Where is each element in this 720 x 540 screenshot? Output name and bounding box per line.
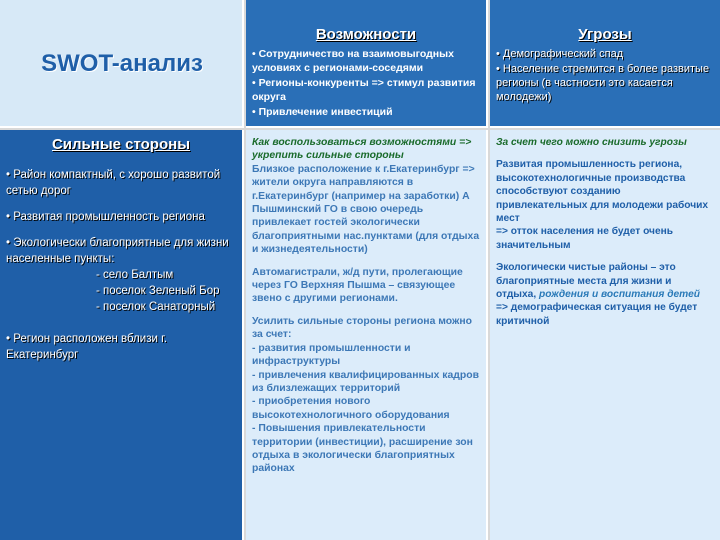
swot-title: SWOT-анализ [41,50,203,77]
threats-cell [490,0,720,128]
so-list-item: - развития промышленности и инфраструктуры [252,342,411,368]
opportunities-header: Возможности [315,26,417,43]
strengths-cell [0,130,244,540]
strengths-body [0,153,242,363]
st-paragraph: Развитая промышленность региона, высокотехнологичные производства способствуют созданию привлекательных для молодежи рабочих мест [496,159,709,225]
so-cell [246,130,488,540]
threats-list [490,47,720,104]
strength-item: • Район компактный, с хорошо развитой сетью дорог [6,167,236,199]
opportunities-list [246,47,486,119]
so-paragraph: Усилить сильные стороны региона можно за счет: [252,315,472,341]
opportunities-cell [246,0,488,128]
strength-group [6,235,236,315]
strength-item: • Экологически благоприятные для жизни населенные пункты: [6,237,229,265]
so-list-item: - приобретения нового высокотехнологичного оборудования [252,396,450,421]
st-text [490,130,720,328]
list-item: • Население стремится в более развитые регионы (в частности это касается молодежи) [496,62,714,104]
so-strategy-heading: Как воспользоваться возможностями => укрепить сильные стороны [252,137,472,162]
strength-item: • Развитая промышленность региона [6,209,236,225]
st-paragraph: => отток населения не будет очень значительным [496,226,674,251]
st-strategy-heading: За счет чего можно снизить угрозы [496,137,687,148]
so-text [246,130,486,476]
strength-subitem: - село Балтым [96,269,174,281]
st-cell [490,130,720,540]
st-paragraph [496,261,714,301]
title-cell [0,0,244,128]
list-item: • Привлечение инвестиций [252,105,480,119]
so-list-item: - Повышения привлекательности территории (инвестиции), расширение зон отдыха в экологически благоприятных районах [252,423,473,475]
so-paragraph: Близкое расположение к г.Екатеринбург => жители округа направляются в г.Екатеринбург (например на заработки) А Пышминский ГО в свою очередь привлекает гостей экологически благоприятными нас.пунктами (для отдыха и жизнедеятельности) [252,163,480,256]
st-highlight: рождения и воспитания детей [539,289,700,301]
so-paragraph: Автомагистрали, ж/д пути, пролегающие через ГО Верхняя Пышма – связующее звено с другими регионами. [252,266,463,305]
strengths-header: Сильные стороны [51,136,191,153]
list-item: • Демографический спад [496,47,714,61]
threats-header: Угрозы [578,26,632,43]
st-paragraph: => демографическая ситуация не будет критичной [496,302,698,327]
list-item: • Регионы-конкуренты => стимул развития округа [252,76,480,104]
so-list-item: - привлечения квалифицированных кадров из близлежащих территорий [252,369,479,394]
list-item: • Сотрудничество на взаимовыгодных условиях с регионами-соседями [252,47,480,75]
st-text-part: Экологически чистые районы – это благоприятные места для жизни и отдыха, [496,262,676,301]
strength-item: • Регион расположен вблизи г. Екатеринбург [6,331,236,363]
strength-subitem: - поселок Санаторный [96,301,216,313]
strength-subitem: - поселок Зеленый Бор [96,285,220,297]
